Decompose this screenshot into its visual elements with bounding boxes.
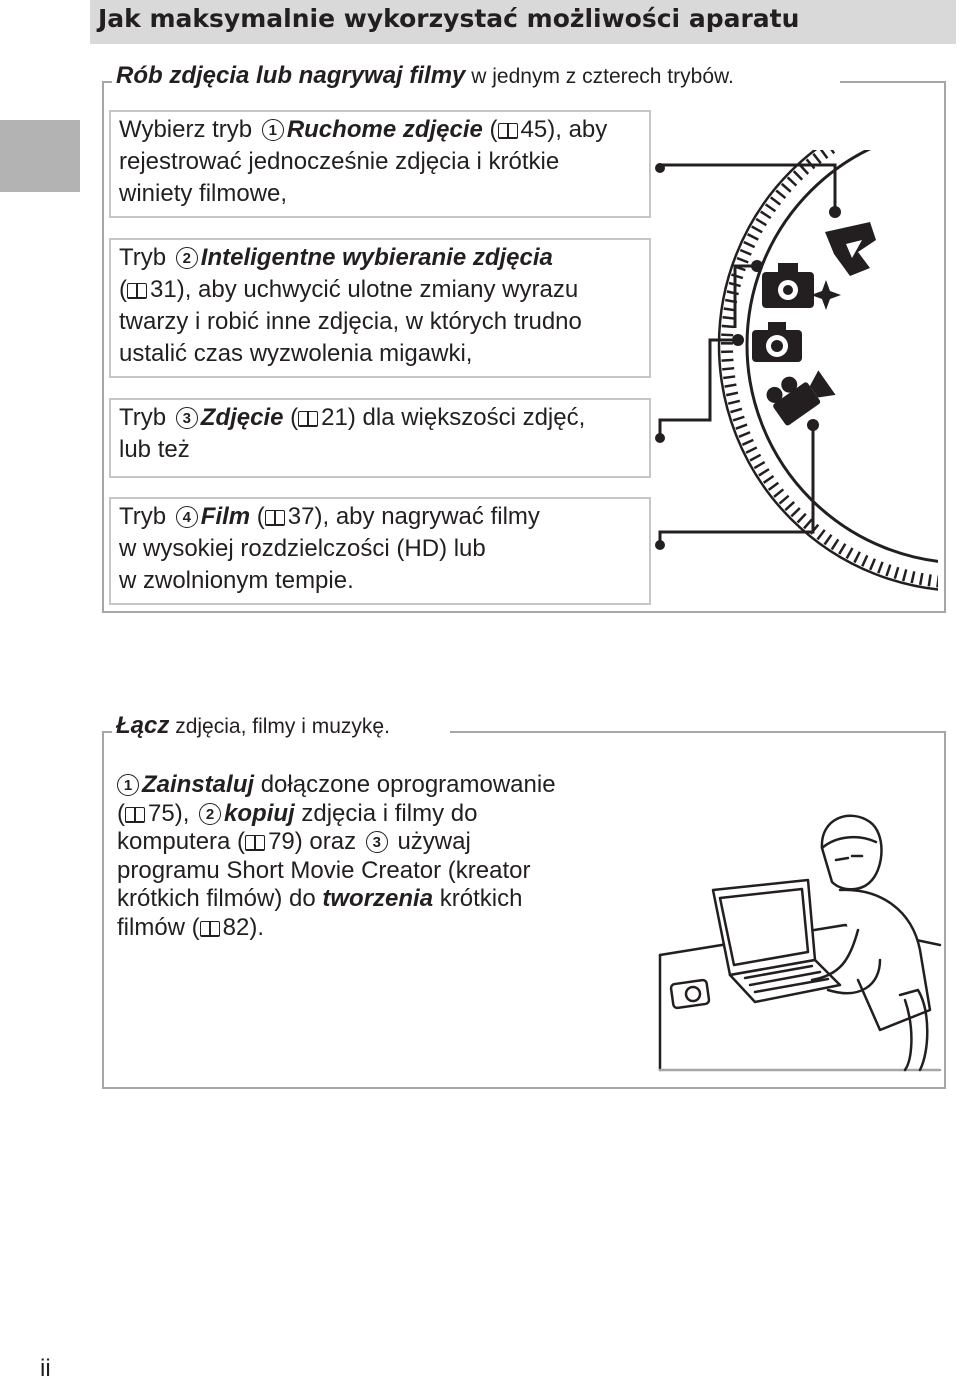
- step-number-badge: 3: [176, 407, 198, 429]
- page-reference: 37: [287, 503, 315, 530]
- step-number-badge: 2: [199, 803, 221, 825]
- step-number-badge: 4: [176, 506, 198, 528]
- page-reference: 21: [321, 404, 348, 431]
- page-reference: 82: [222, 913, 250, 941]
- step-number-badge: 1: [262, 119, 284, 141]
- page-title: Jak maksymalnie wykorzystać możliwości aparatu: [98, 4, 800, 33]
- page-reference: 75: [148, 799, 175, 827]
- section1-heading: Rób zdjęcia lub nagrywaj filmy w jednym z czterech trybów.: [112, 62, 738, 90]
- step-number-badge: 3: [366, 831, 388, 853]
- mode-box-smart-photo-selector: Tryb 2 Inteligentne wybieranie zdjęcia ( 31), aby uchwycić ulotne zmiany wyrazu twarzy i robić inne zdjęcia, w których trudno ustalić czas wyzwolenia migawki,: [109, 238, 651, 378]
- mode-box-motion-snapshot: Wybierz tryb 1 Ruchome zdjęcie ( 45), aby rejestrować jednocześnie zdjęcia i krótkie winiety filmowe,: [109, 110, 651, 218]
- page-reference: 45: [520, 116, 548, 143]
- page-reference: 31: [150, 276, 177, 303]
- step-number-badge: 1: [117, 774, 139, 796]
- section2-paragraph: 1 Zainstaluj dołączone oprogramowanie ( 75), 2 kopiuj zdjęcia i filmy do komputera ( 79) oraz 3 używaj programu Short Movie Creator (kreator krótkich filmów) do tworzenia krótkich filmów ( 82).: [117, 771, 556, 941]
- section2-heading: Łącz zdjęcia, filmy i muzykę.: [112, 712, 394, 740]
- page-reference: 79: [268, 828, 295, 855]
- step-number-badge: 2: [176, 247, 198, 269]
- mode-box-still-image: Tryb 3 Zdjęcie ( 21) dla większości zdjęć, lub też: [109, 398, 651, 478]
- mode-box-movie: Tryb 4 Film ( 37), aby nagrywać filmy w wysokiej rozdzielczości (HD) lub w zwolnionym tempie.: [109, 497, 651, 605]
- page-number: ii: [40, 1355, 51, 1382]
